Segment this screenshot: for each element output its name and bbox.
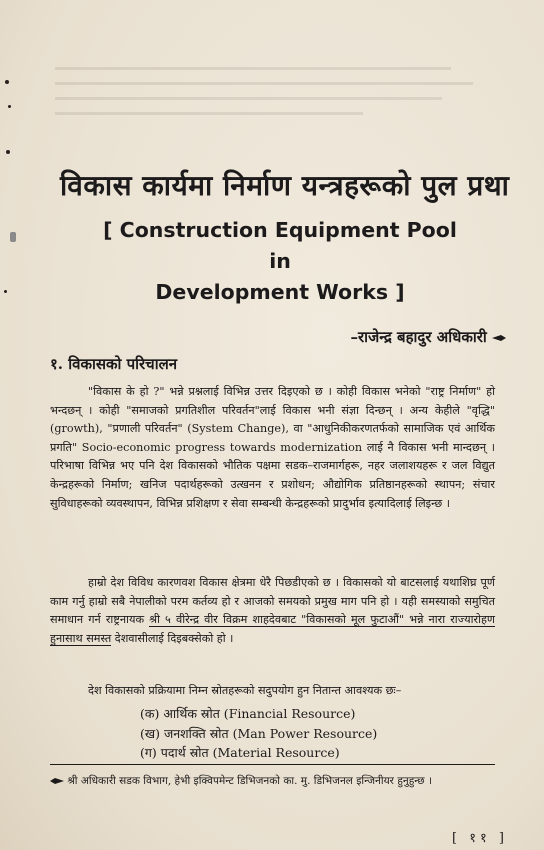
section-heading: १. विकासको परिचालन	[50, 355, 178, 373]
article-title-english	[50, 215, 510, 308]
footnote-divider	[50, 764, 495, 765]
pen-icon	[492, 334, 506, 342]
paragraph-2	[50, 574, 495, 648]
pen-icon	[50, 777, 64, 785]
underlined-text: श्री ५ वीरेन्द्र वीर विक्रम शाहदेवबाट "विकासको मूल फुटाऔं" भन्ने नारा राज्यारोहण हुनासाथ समस्त	[50, 613, 495, 645]
footnote-text: श्री अधिकारी सडक विभाग, हेभी इक्विपमेन्ट डिभिजनको का. मु. डिभिजनल इन्जिनीयर हुनुहुन्छ ।	[67, 775, 432, 787]
author-byline	[351, 327, 506, 347]
footnote	[50, 772, 495, 790]
margin-speck	[4, 290, 7, 293]
page-number: [ ११ ]	[452, 831, 508, 846]
paragraph-text: देश विकासको प्रक्रियामा निम्न स्रोतहरूको सदुपयोग हुन नितान्त आवश्यक छः–	[88, 684, 402, 697]
resource-list	[140, 704, 377, 763]
title-line-2: in	[269, 249, 291, 273]
margin-speck	[6, 150, 10, 154]
author-name: –राजेन्द्र बहादुर अधिकारी	[350, 328, 487, 346]
title-line-1: [ Construction Equipment Pool	[103, 218, 457, 242]
paragraph-1	[50, 383, 495, 513]
paragraph-text: हाम्रो देश विविध कारणवश विकास क्षेत्रमा धेरै पिछडीएको छ । विकासको यो बाटसलाई यथाशिघ्र पूर्ण काम गर्नु हाम्रो सबै नेपालीको परम कर्तव्य हो र आजको समयको प्रमुख माग पनि हो । यही समस्याको समुचित समाधान गर्न राष्ट्रनायक	[50, 576, 495, 627]
margin-speck	[8, 105, 11, 108]
paragraph-3	[50, 682, 495, 701]
paragraph-text: "विकास के हो ?" भन्ने प्रश्नलाई विभिन्न उत्तर दिइएको छ । कोही विकास भनेको "राष्ट्र निर्माण" हो भन्दछन् । कोही "समाजको प्रगतिशील परिवर्तन"लाई विकास भनी संज्ञा दिन्छन् । अन्य केहीले "वृद्धि" (growth), "प्रणाली परिवर्तन" (System Change), वा "आधुनिकीकरणतर्फको सामाजिक एवं आर्थिक प्रगति" Socio-economic progress towards modernization लाई नै विकास भनी मान्दछन् । परिभाषा विभिन्न भए पनि देश विकासको भौतिक पक्षमा सडक–राजमार्गहरू, नहर जलाशयहरू र जल विद्युत केन्द्रहरूको निर्माण; खनिज पदार्थहरूको उत्खनन र प्रशोधन; औद्योगिक प्रतिष्ठानहरूको स्थापन; संचार सुविधाहरूको व्यवस्थापन, विभिन्न प्रशिक्षण र सेवा सम्बन्धी केन्द्रहरूको प्रादुर्भाव इत्यादिलाई लिइन्छ ।	[50, 385, 495, 510]
article-title-nepali: विकास कार्यमा निर्माण यन्त्रहरूको पुल प्रथा	[60, 169, 510, 202]
margin-speck	[10, 232, 16, 242]
title-line-3: Development Works ]	[155, 280, 405, 304]
paragraph-text: देशवासीलाई दिइबक्सेको हो ।	[111, 631, 234, 645]
list-item: (ख) जनशक्ति स्रोत (Man Power Resource)	[140, 725, 378, 741]
list-item: (क) आर्थिक स्रोत (Financial Resource)	[140, 706, 356, 721]
margin-speck	[5, 80, 9, 84]
bleed-through-text	[55, 55, 495, 175]
list-item: (ग) पदार्थ स्रोत (Material Resource)	[140, 745, 340, 760]
